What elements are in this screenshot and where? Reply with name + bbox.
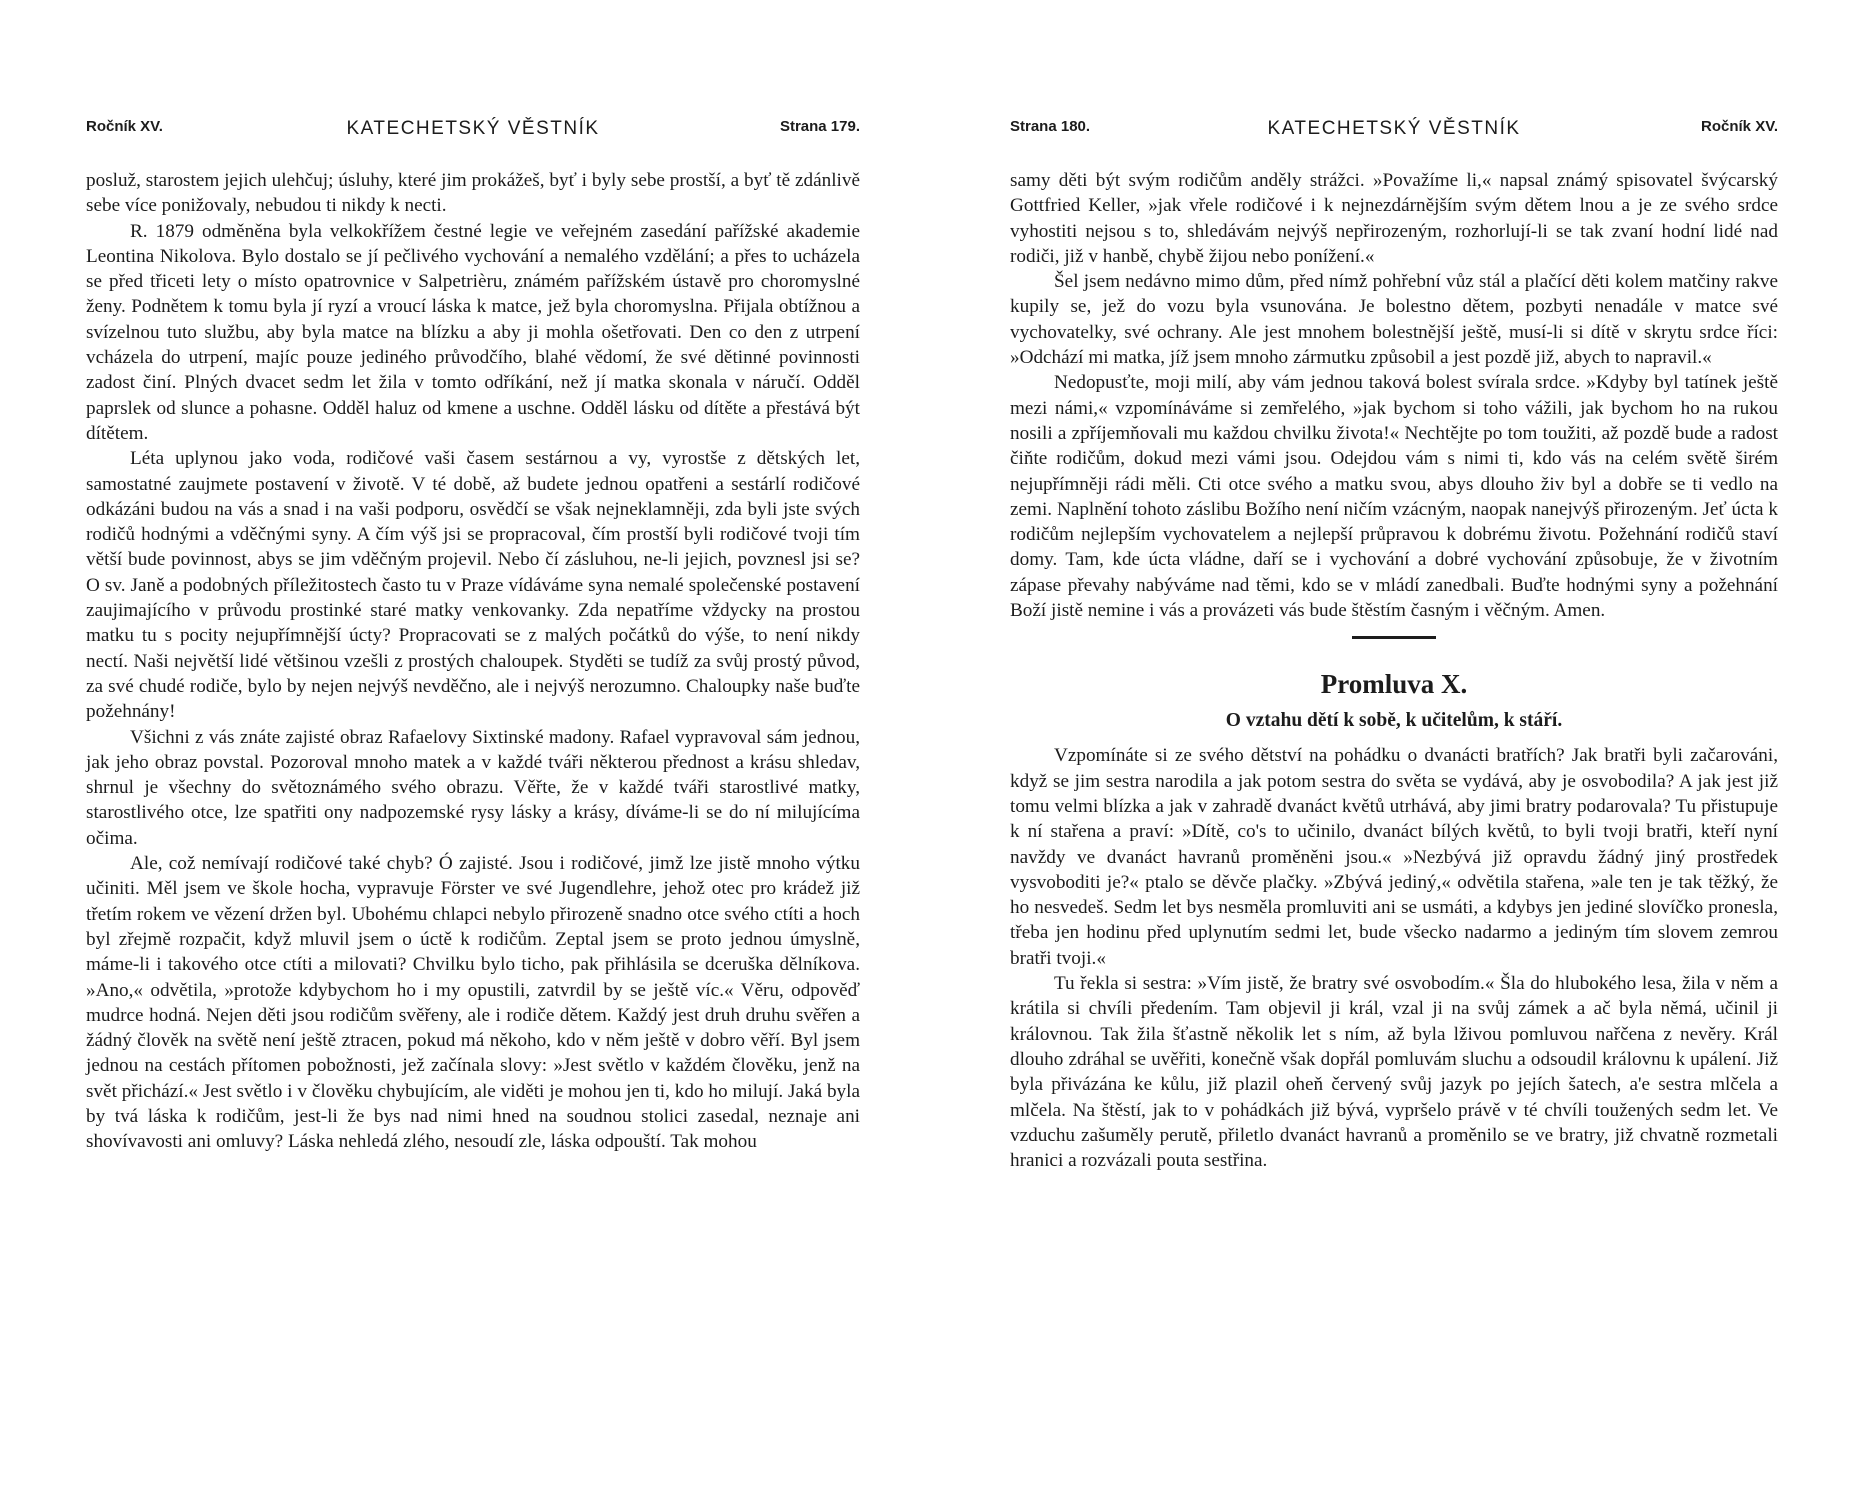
body-text bbox=[1010, 168, 1778, 1173]
volume-label: Ročník XV. bbox=[1701, 118, 1778, 135]
paragraph: Vzpomínáte si ze svého dětství na pohádku o dvanácti bratřích? Jak bratři byli začarováni, když se jim sestra narodila a jak potom sestra do světa se vydává, aby je osvobodila? A jak jest již tomu velmi blízka a jak v zahradě dvanáct květů utrhává, aby jimi bratry podarovala? Tu přistupuje k ní stařena a praví: »Dítě, co's to učinilo, dvanáct bílých květů, to byli tvoji bratři, kteří nyní navždy ve dvanáct havranů proměněni jsou.« »Nezbývá již opravdu žádný jiný prostředek vysvoboditi je?« ptalo se děvče plačky. »Zbývá jediný,« odvětila stařena, »ale ten je tak těžký, že ho nesvedeš. Sedm let bys nesměla promluviti ani se usmáti, a kdybys jen jediné slovíčko pronesla, třeba jen hodinu před uplynutím sedmi let, bude všecko nadarmo a jediným tím slovem zemrou bratři tvoji.« bbox=[1010, 745, 1778, 969]
section-divider bbox=[1352, 636, 1436, 639]
paragraph: Ale, což nemívají rodičové také chyb? Ó zajisté. Jsou i rodičové, jimž lze jistě mnoho výtku učiniti. Měl jsem ve škole hocha, vypravuje Förster ve své Jugendlehre, jehož otec pro krádež již třetím rokem ve vězení držen byl. Ubohému chlapci nebylo přirozeně snadno otce svého ctíti a hoch byl zřejmě rozpačit, když mluvil jsem o úctě k rodičům. Zeptal jsem se proto jednou úmyslně, máme-li i takového otce ctíti a milovati? Chvilku bylo ticho, pak přihlásila se dceruška dělníkova. »Ano,« odvětila, »protože kdybychom ho i my opustili, zatvrdil by se ještě víc.« Věru, odpověď mudrce hodná. Nejen děti jsou rodičům svěřeny, ale i rodiče dětem. Každý jest druh druhu svěřen a žádný člověk na světě není ještě ztracen, pokud má někoho, kdo v něm ještě v dobro věří. Byl jsem jednou na cestách přítomen pobožnosti, jež začínala slovy: »Jest světlo v každém člověku, jenž na svět přichází.« Jest světlo i v člověku chybujícím, ale viděti je mohou jen ti, kdo ho milují. Jaká byla by tvá láska k rodičům, jest-li že bys nad nimi hned na soudnou stolici zasedal, neznaje ani shovívavosti ani omluvy? Láska nehledá zlého, nesoudí zle, láska odpouští. Tak mohou bbox=[86, 853, 860, 1153]
page-number: Strana 179. bbox=[779, 118, 860, 135]
section-subtitle: O vztahu dětí k sobě, k učitelům, k stáří. bbox=[1225, 710, 1563, 732]
page-number: Strana 180. bbox=[1010, 118, 1091, 135]
paragraph: Tu řekla si sestra: »Vím jistě, že bratry své osvobodím.« Šla do hlubokého lesa, žila v něm a krátila si chvíli předením. Tam objevil ji král, vzal ji na svůj zámek a ač byla němá, učinil ji královnou. Tak žila šťastně několik let s ním, až byla lživou pomluvou nařčena z nevěry. Král dlouho zdráhal se uvěřiti, konečně však dopřál pomluvám sluchu a odsoudil královnu k upálení. Již byla přivázána ke kůlu, již plazil oheň červený svůj jazyk po jejích šatech, a'e sestra mlčela a mlčela. Na štěstí, jak to v pohádkách již bývá, vypršelo právě v té chvíli toužených sedm let. Ve vzduchu zašuměly perutě, přiletlo dvanáct havranů a proměnilo se ve bratry, již chvatně rozmetali hranici a rozvázali pouta sestřina. bbox=[1010, 973, 1778, 1172]
paragraph: samy děti být svým rodičům anděly strážci. »Považíme li,« napsal známý spisovatel švýcarský Gottfried Keller, »jak vřele rodičové i k nejnezdárnějším svým dětem lnou a je ze svého srdce vyhostiti nejsou s to, shledávám nejvýš nepřirozeným, rozhorlují-li se tak zvaní hodní lidé nad rodiči, již v hanbě, chybě žijou nebo ponížení.« bbox=[1010, 170, 1778, 267]
volume-label: Ročník XV. bbox=[86, 118, 163, 135]
body-text bbox=[86, 168, 860, 1155]
paragraph: Všichni z vás znáte zajisté obraz Rafaelovy Sixtinské madony. Rafael vypravoval sám jednou, jak jeho obraz povstal. Pozoroval mnoho matek a v každé tváři některou přednost a krásu shledav, shrnul je všechny do světoznámého svého obrazu. Věřte, že v každé tváři starostlivé matky, starostlivého otce, lze spatřiti ony nadpozemské rysy lásky a krásy, díváme-li se do ní milujícíma očima. bbox=[86, 726, 860, 849]
paragraph: Nedopusťte, moji milí, aby vám jednou taková bolest svírala srdce. »Kdyby byl tatínek ještě mezi námi,« vzpomínáváme si zemřelého, »jak bychom si toho vážili, jak bychom ho na rukou nosili a zpříjemňovali mu každou chvilku života!« Nechtějte po tom toužiti, až pozdě bude a radost čiňte rodičům, dokud mezi vámi jsou. Odejdou vám s nimi ti, kdo vás na celém světě širém nejupřímněji rádi měli. Cti otce svého a matku svou, abys dlouho živ byl a dobře se ti vedlo na zemi. Naplnění tohoto záslibu Božího není ničím vzácným, naopak nanejvýš přirozeným. Jeť úcta k rodičům nejlepším vychovatelem a nejlepší průpravou k dobrému životu. Požehnání rodičů staví domy. Tam, kde úcta vládne, daří se i vychování a dobré vychování způsobuje, že v životním zápase převahy nabýváme nad těmi, kdo se v mládí zanedbali. Buďte hodnými syny a požehnání Boží jistě nemine i vás a provázeti vás bude štěstím časným i věčným. Amen. bbox=[1010, 372, 1778, 622]
left-page bbox=[86, 0, 860, 1501]
right-page bbox=[1010, 0, 1778, 1501]
journal-title: KATECHETSKÝ VĚSTNÍK bbox=[346, 118, 600, 139]
paragraph: R. 1879 odměněna byla velkokřížem čestné legie ve veřejném zasedání pařížské akademie Leontina Nikolova. Bylo dostalo se jí pečlivého vychování a nemalého vzdělání; a přes to ucházela se před třiceti lety o místo opatrovnice v Salpetrièru, známém pařížském ústavě pro choromyslné ženy. Podnětem k tomu byla jí ryzí a vroucí láska k matce, jež byla choromyslna. Přijala obtížnou a svízelnou tuto službu, aby byla matce na blízku a aby ji mohla ošetřovati. Den co den z utrpení vcházela do utrpení, majíc pouze jediného průvodčího, blahé vědomí, že své dětinné povinnosti zadost činí. Plných dvacet sedm let žila v tomto odříkání, než jí matka skonala v náručí. Odděl paprslek od slunce a pohasne. Odděl haluz od kmene a uschne. Odděl lásku od dítěte a přestává být dítětem. bbox=[86, 220, 860, 444]
paragraph: posluž, starostem jejich ulehčuj; úsluhy, které jim prokážeš, byť i byly sebe prostší, a byť tě zdánlivě sebe více ponižovaly, nebudou ti nikdy k necti. bbox=[86, 170, 860, 217]
section-title: Promluva X. bbox=[1320, 669, 1468, 700]
paragraph: Šel jsem nedávno mimo dům, před nímž pohřební vůz stál a plačící děti kolem matčiny rakve kupily se, jež do vozu byla vsunována. Je bolestno dětem, pozbyti nenadále v matce své vychovatelky, své ochrany. Ale jest mnohem bolestnější ještě, musí-li si dítě v skrytu srdce říci: »Odchází mi matka, jíž jsem mnoho zármutku způsobil a jest pozdě již, abych to napravil.« bbox=[1010, 271, 1778, 369]
paragraph: Léta uplynou jako voda, rodičové vaši časem sestárnou a vy, vyrostše z dětských let, samostatné zaujmete postavení v životě. V té době, až budete jednou opatřeni a sestárlí rodičové odkázáni budou na vás a snad i na vaši podporu, osvědčí se však nejneklamněji, zda byli jste svých rodičů hodnými a vděčnými syny. A čím výš jsi se propracoval, čím prostší byli rodičové tvoji tím větší bude povinnost, abys se jim vděčným projevil. Nebo čí zásluhou, ne-li jejich, povznesl jsi se? O sv. Janě a podobných příležitostech často tu v Praze vídáváme syna nemalé společenské postavení zaujimajícího v průvodu prostinké staré matky venkovanky. Zda nepatříme vždycky na prostou matku tu s pocity nejupřímnější úcty? Propracovati se z malých počátků do výše, to není nikdy nectí. Naši největší lidé většinou vzešli z prostých chaloupek. Styděti se tudíž za svůj prostý původ, za své chudé rodiče, bylo by nejen nejvýš nevděčno, ale i nejvýš nerozumno. Chaloupky naše buďte požehnány! bbox=[86, 448, 860, 723]
running-head bbox=[86, 118, 860, 148]
journal-title: KATECHETSKÝ VĚSTNÍK bbox=[1267, 118, 1521, 139]
running-head bbox=[1010, 118, 1778, 148]
